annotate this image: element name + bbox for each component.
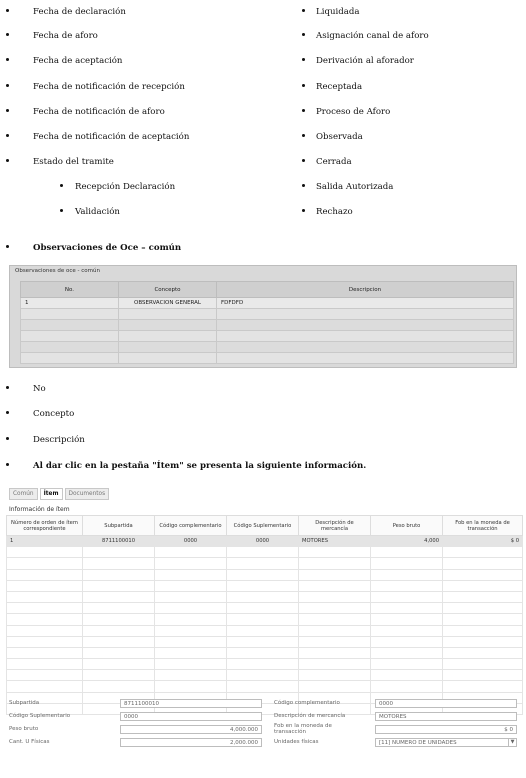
table-row (21, 309, 514, 320)
table-cell: 4,000 (371, 536, 443, 547)
cod-sup-field[interactable]: 0000 (120, 712, 262, 721)
cod-comp-field[interactable]: 0000 (375, 699, 517, 708)
column-header[interactable]: Descripción de mercancía (299, 516, 371, 536)
observations-panel (9, 265, 517, 368)
list-item: Fecha de notificación de aceptación (6, 132, 189, 142)
bullet-icon (6, 386, 9, 389)
bullet-icon (302, 33, 305, 36)
cod-sup-label: Código Suplementario (9, 713, 71, 719)
list-item: Fecha de notificación de recepción (6, 82, 185, 92)
bullet-icon (6, 84, 9, 87)
list-item: Cerrada (302, 157, 352, 167)
list-item: Salida Autorizada (302, 182, 393, 192)
peso-label: Peso bruto (9, 726, 39, 732)
table-cell: MOTORES (299, 536, 371, 547)
table-row (21, 331, 514, 342)
column-header[interactable]: Código Suplementario (227, 516, 299, 536)
bullet-icon (6, 58, 9, 61)
desc-label: Descripción de mercancía (274, 713, 346, 719)
table-cell: 1 (21, 298, 119, 309)
table-row (7, 647, 523, 658)
bullet-icon (6, 9, 9, 12)
bullet-icon (60, 184, 63, 187)
bullet-icon (6, 109, 9, 112)
bullet-icon (6, 159, 9, 162)
list-item: Fecha de aceptación (6, 56, 122, 66)
tab-comun[interactable]: Común (9, 488, 38, 500)
desc-field[interactable]: MOTORES (375, 712, 517, 721)
table-row (21, 353, 514, 364)
tab-bar (9, 488, 109, 500)
cod-comp-label: Código complementario (274, 700, 340, 706)
subpartida-label: Subpartida (9, 700, 40, 706)
tab-item[interactable]: Ítem (40, 488, 63, 500)
table-row (7, 614, 523, 625)
table-cell: 0000 (227, 536, 299, 547)
section-title: Información de ítem (9, 506, 70, 513)
table-row (7, 547, 523, 558)
bullet-icon (6, 437, 9, 440)
table-cell: $ 0 (443, 536, 523, 547)
table-cell: 8711100010 (83, 536, 155, 547)
table-cell: 1 (7, 536, 83, 547)
column-header[interactable]: Código complementario (155, 516, 227, 536)
column-header[interactable]: Descripcion (217, 282, 514, 298)
list-item: Descripción (6, 435, 85, 445)
table-row (7, 591, 523, 602)
bullet-icon (6, 463, 9, 466)
list-item: Derivación al aforador (302, 56, 414, 66)
list-item: Concepto (6, 409, 74, 419)
table-row (7, 681, 523, 692)
list-item: Proceso de Aforo (302, 107, 390, 117)
table-row (7, 659, 523, 670)
list-item: Estado del tramite (6, 157, 114, 167)
bullet-icon (302, 134, 305, 137)
observations-table (20, 281, 514, 364)
table-cell: FDFDFD (217, 298, 514, 309)
bullet-icon (6, 134, 9, 137)
bullet-icon (302, 159, 305, 162)
table-row (7, 636, 523, 647)
table-row (21, 342, 514, 353)
subpartida-field[interactable]: 8711100010 (120, 699, 262, 708)
table-row (21, 320, 514, 331)
cant-field[interactable]: 2,000.000 (120, 738, 262, 747)
bullet-icon (60, 209, 63, 212)
bullet-icon (302, 109, 305, 112)
fob-label: Fob en la moneda de transacción (274, 723, 332, 735)
bullet-icon (302, 58, 305, 61)
table-row (7, 625, 523, 636)
fob-field[interactable]: $ 0 (375, 725, 517, 734)
table-cell: 0000 (155, 536, 227, 547)
list-item: Fecha de declaración (6, 7, 126, 17)
list-item: No (6, 384, 46, 394)
peso-field[interactable]: 4,000.000 (120, 725, 262, 734)
column-header[interactable]: Subpartida (83, 516, 155, 536)
bullet-icon (302, 84, 305, 87)
bullet-icon (302, 209, 305, 212)
table-row (7, 603, 523, 614)
list-item: Validación (60, 207, 120, 217)
list-item: Recepción Declaración (60, 182, 175, 192)
items-table (6, 515, 523, 715)
bullet-icon (6, 245, 9, 248)
bullet-icon (302, 9, 305, 12)
column-header[interactable]: Peso bruto (371, 516, 443, 536)
column-header[interactable]: Número de orden de ítem correspondiente (7, 516, 83, 536)
bullet-icon (6, 33, 9, 36)
table-row (7, 670, 523, 681)
list-item: Receptada (302, 82, 362, 92)
table-row[interactable] (7, 536, 523, 547)
column-header[interactable]: Concepto (119, 282, 217, 298)
table-row (7, 569, 523, 580)
list-item: Fecha de aforo (6, 31, 98, 41)
list-item: Observada (302, 132, 363, 142)
chevron-down-icon[interactable]: ▼ (508, 739, 516, 746)
table-cell: OBSERVACION GENERAL (119, 298, 217, 309)
cant-label: Cant. U Físicas (9, 739, 50, 745)
table-row[interactable] (21, 298, 514, 309)
item-panel (3, 485, 523, 772)
bullet-icon (6, 411, 9, 414)
list-item: Fecha de notificación de aforo (6, 107, 165, 117)
bullet-icon (302, 184, 305, 187)
column-header[interactable]: No. (21, 282, 119, 298)
item-click-text: Al dar clic en la pestaña "Ítem" se presenta la siguiente información. (6, 461, 366, 471)
column-header[interactable]: Fob en la moneda de transacción (443, 516, 523, 536)
list-item: Asignación canal de aforo (302, 31, 429, 41)
obs-heading: Observaciones de Oce – común (6, 243, 181, 253)
unid-label: Unidades físicas (274, 739, 319, 745)
list-item: Liquidada (302, 7, 360, 17)
list-item: Rechazo (302, 207, 353, 217)
panel-title: Observaciones de oce - común (15, 268, 100, 274)
table-row (7, 558, 523, 569)
table-row (7, 580, 523, 591)
tab-documentos[interactable]: Documentos (65, 488, 110, 500)
unidades-select[interactable]: [11] NUMERO DE UNIDADES ▼ (375, 738, 517, 747)
